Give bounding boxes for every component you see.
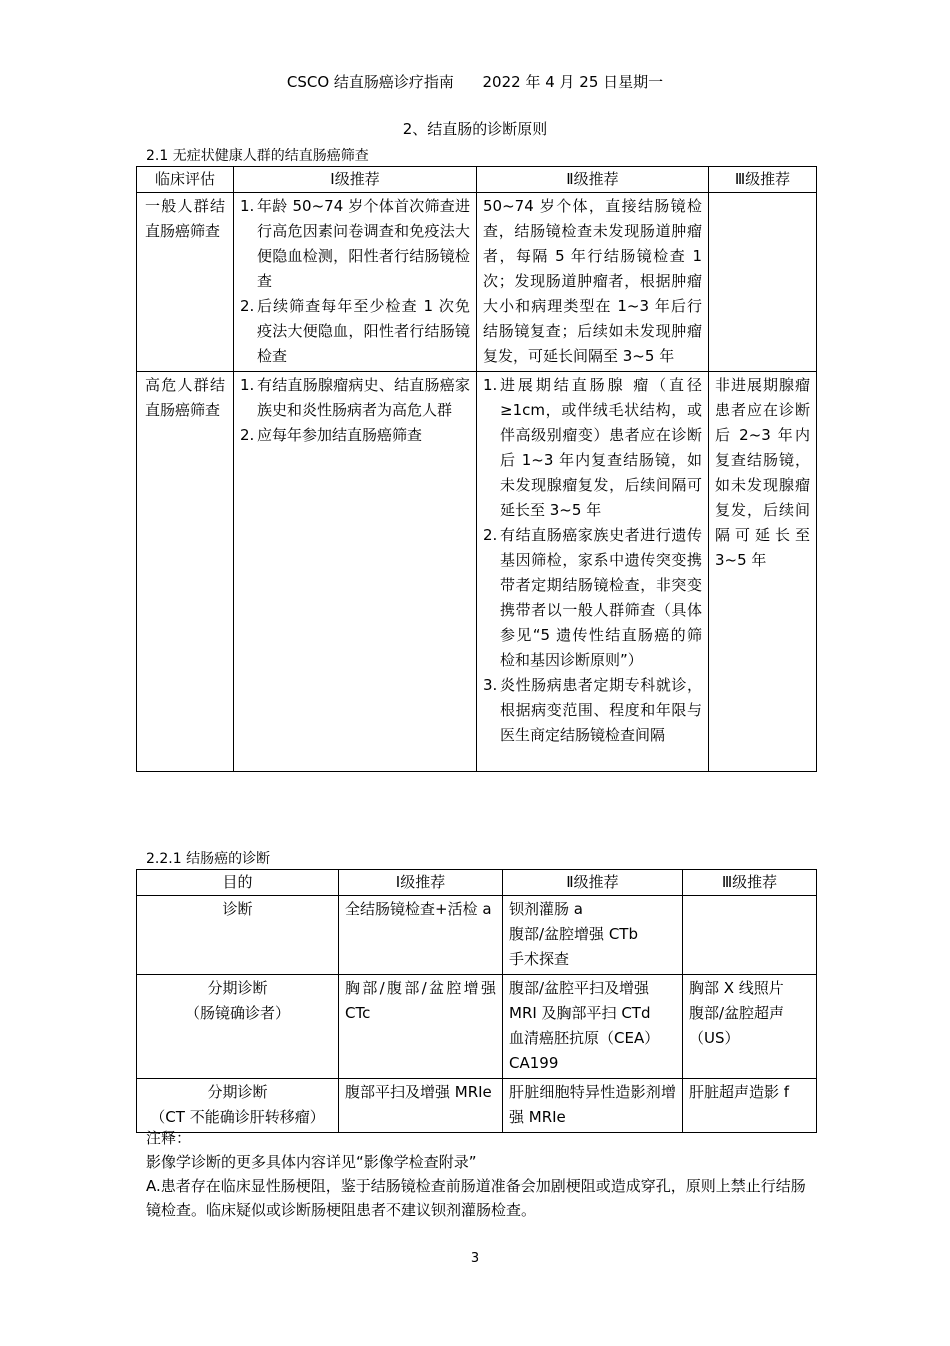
table-row <box>137 193 817 372</box>
notes-label: 注释： <box>146 1129 192 1147</box>
screening-table-title: 2.1 无症状健康人群的结直肠癌筛查 <box>146 148 369 164</box>
column-header: Ⅱ级推荐 <box>503 870 683 896</box>
level1-cell: 全结肠镜检查+活检 a <box>339 896 503 975</box>
table-row <box>137 1079 817 1133</box>
list-item: 2. 应每年参加结直肠癌筛查 <box>240 426 423 444</box>
level2-cell <box>477 372 709 772</box>
list-item: 1. 年龄 50~74 岁个体首次筛查进行高危因素问卷调查和免疫法大便隐血检测，阳性者行结肠镜检查 <box>240 197 470 290</box>
level1-cell <box>234 193 477 372</box>
level2-cell: 50~74 岁个体，直接结肠镜检查，结肠镜检查未发现肠道肿瘤者，每隔 5 年行结肠镜检查 1 次；发现肠道肿瘤者，根据肿瘤大小和病理类型在 1~3 年后行结肠镜复查；后续如未发现肿瘤复发，可延长间隔至 3~5 年 <box>477 193 709 372</box>
header-date: 2022 年 4 月 25 日星期一 <box>482 73 664 91</box>
level3-cell: 胸部 X 线照片 腹部/盆腔超声（US） <box>683 975 817 1079</box>
table-row <box>137 975 817 1079</box>
level1-cell: 腹部平扫及增强 MRIe <box>339 1079 503 1133</box>
column-header: Ⅱ级推荐 <box>477 167 709 193</box>
column-header: Ⅲ级推荐 <box>709 167 817 193</box>
column-header: 临床评估 <box>137 167 234 193</box>
column-header: 目的 <box>137 870 339 896</box>
notes <box>146 1126 810 1222</box>
table-header-row <box>137 870 817 896</box>
page-number: 3 <box>470 1251 480 1266</box>
column-header: Ⅲ级推荐 <box>683 870 817 896</box>
screening-table <box>136 166 817 772</box>
purpose-cell: 分期诊断 （肠镜确诊者） <box>137 975 339 1079</box>
assessment-cell: 一般人群结直肠癌筛查 <box>137 193 234 372</box>
table-header-row <box>137 167 817 193</box>
list-item: 2. 后续筛查每年至少检查 1 次免疫法大便隐血，阳性者行结肠镜检查 <box>240 297 470 365</box>
notes-line: A.患者存在临床显性肠梗阻，鉴于结肠镜检查前肠道准备会加剧梗阻或造成穿孔，原则上禁止行结肠镜检查。临床疑似或诊断肠梗阻患者不建议钡剂灌肠检查。 <box>146 1177 806 1219</box>
level3-cell: 非进展期腺瘤患者应在诊断后 2~3 年内复查结肠镜，如未发现腺瘤复发，后续间隔可延长至 3~5 年 <box>709 372 817 772</box>
notes-line: 影像学诊断的更多具体内容详见“影像学检查附录” <box>146 1153 477 1171</box>
diagnosis-table <box>136 869 817 1133</box>
table-row <box>137 372 817 772</box>
column-header: Ⅰ级推荐 <box>339 870 503 896</box>
column-header: Ⅰ级推荐 <box>234 167 477 193</box>
list-item: 3. 炎性肠病患者定期专科就诊，根据病变范围、程度和年限与医生商定结肠镜检查间隔 <box>483 676 702 744</box>
table-row <box>137 896 817 975</box>
level3-cell <box>683 896 817 975</box>
level3-cell: 肝脏超声造影 f <box>683 1079 817 1133</box>
assessment-cell: 高危人群结直肠癌筛查 <box>137 372 234 772</box>
list-item: 1. 有结直肠腺瘤病史、结直肠癌家族史和炎性肠病者为高危人群 <box>240 376 470 419</box>
list-item: 1. 进展期结直肠腺 瘤（直径≥1cm，或伴绒毛状结构，或伴高级别瘤变）患者应在诊断后 1~3 年内复查结肠镜，如未发现腺瘤复发，后续间隔可延长至 3~5 年 <box>483 376 702 519</box>
guide-title: CSCO 结直肠癌诊疗指南 <box>286 73 454 91</box>
page-header <box>0 71 950 92</box>
level2-cell: 钡剂灌肠 a 腹部/盆腔增强 CTb 手术探查 <box>503 896 683 975</box>
purpose-cell: 诊断 <box>137 896 339 975</box>
purpose-cell: 分期诊断 （CT 不能确诊肝转移瘤） <box>137 1079 339 1133</box>
level2-cell: 腹部/盆腔平扫及增强 MRI 及胸部平扫 CTd 血清癌胚抗原（CEA） CA199 <box>503 975 683 1079</box>
diagnosis-table-title: 2.2.1 结肠癌的诊断 <box>146 851 271 867</box>
level3-cell <box>709 193 817 372</box>
list-item: 2. 有结直肠癌家族史者进行遗传基因筛检，家系中遗传突变携带者定期结肠镜检查，非突变携带者以一般人群筛查（具体参见“5 遗传性结直肠癌的筛检和基因诊断原则”） <box>483 526 702 669</box>
level1-cell: 胸部/腹部/盆腔增强 CTc <box>339 975 503 1079</box>
level1-cell <box>234 372 477 772</box>
section-title: 2、结直肠的诊断原则 <box>402 120 548 138</box>
level2-cell: 肝脏细胞特异性造影剂增强 MRIe <box>503 1079 683 1133</box>
